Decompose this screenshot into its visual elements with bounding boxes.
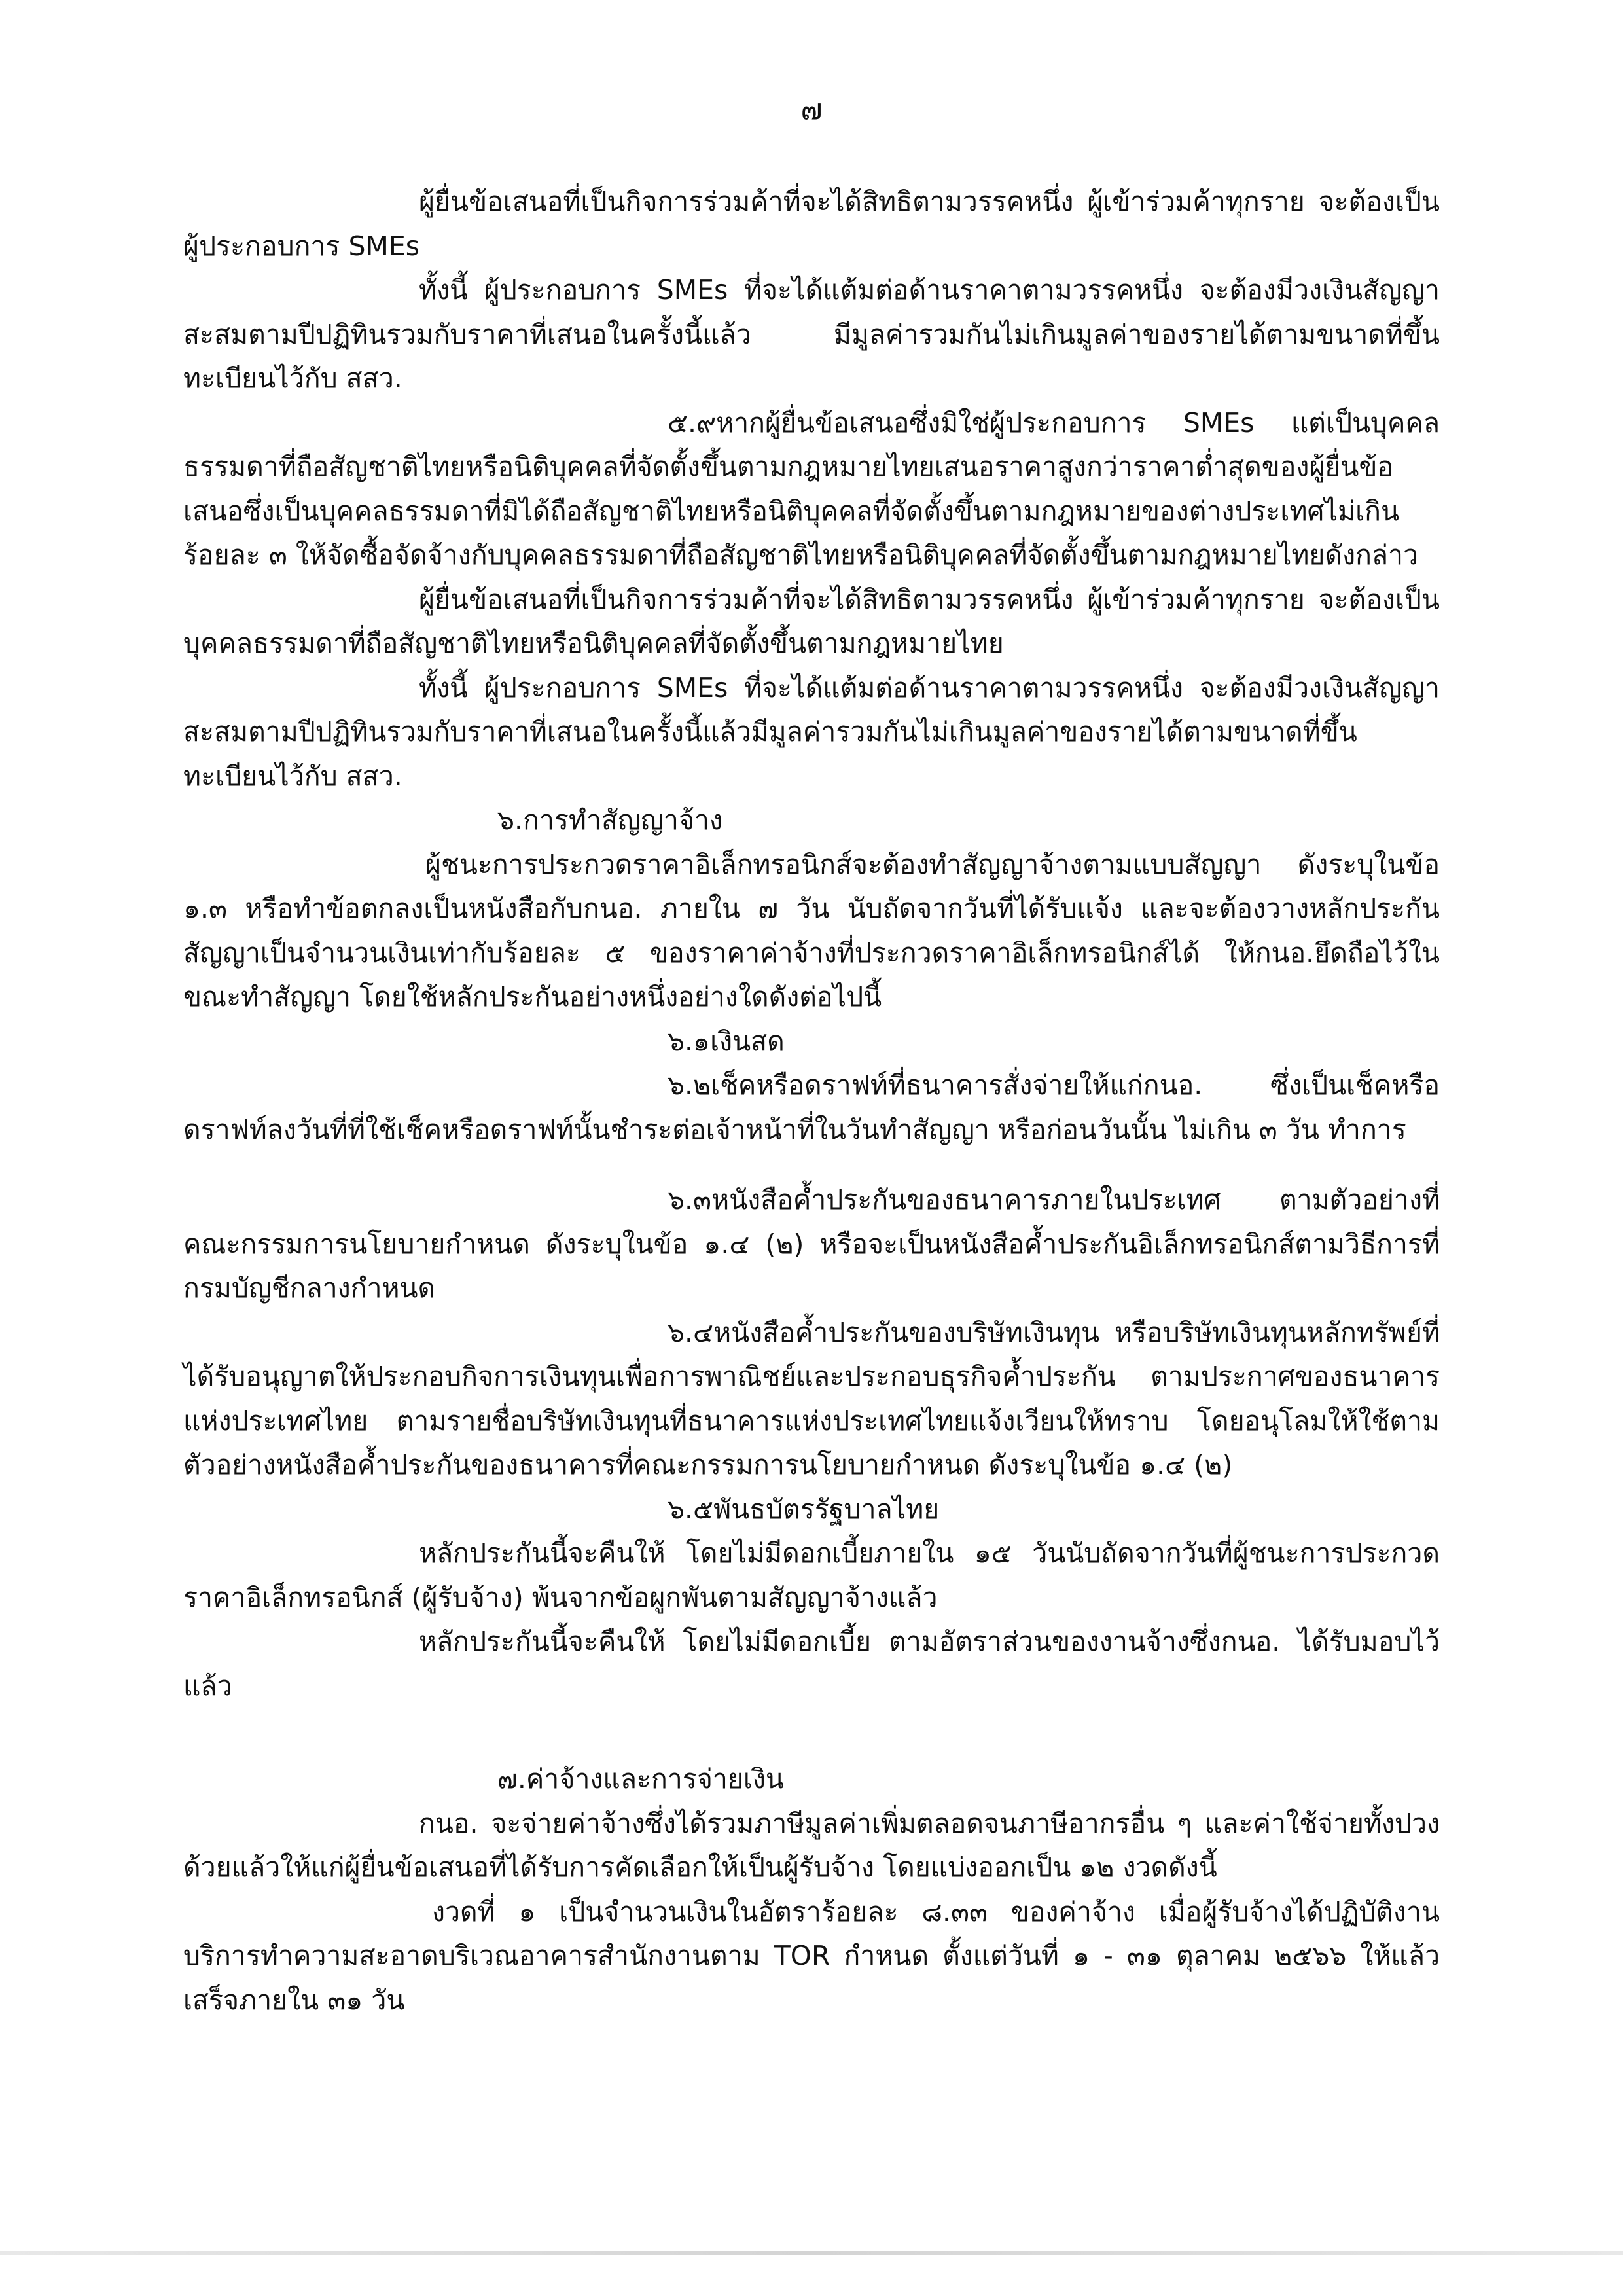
section-title: การทำสัญญาจ้าง [523,804,722,836]
clause-number: ๖.๔ [668,1316,714,1348]
clause-text: หากผู้ยื่นข้อเสนอซึ่งมิใช่ผู้ประกอบการ SMEs แต่เป็นบุคคลธรรมดาที่ถือสัญชาติไทยหรือนิติบุคคลที่จัดตั้งขึ้นตามกฎหมายไทยเสนอราคาสูงกว่าราคาต่ำสุดของผู้ยื่นข้อเสนอซึ่งเป็นบุคคลธรรมดาที่มิได้ถือสัญชาติไทยหรือนิติบุคคลที่จัดตั้งขึ้นตามกฎหมายของต่างประเทศไม่เกินร้อยละ ๓ ให้จัดซื้อจัดจ้างกับบุคคลธรรมดาที่ถือสัญชาติไทยหรือนิติบุคคลที่จัดตั้งขึ้นตามกฎหมายไทยดังกล่าว [183,406,1440,571]
clause-5-9 [183,401,1440,578]
paragraph: ทั้งนี้ ผู้ประกอบการ SMEs ที่จะได้แต้มต่อด้านราคาตามวรรคหนึ่ง จะต้องมีวงเงินสัญญาสะสมตามปีปฏิทินรวมกับราคาที่เสนอในครั้งนี้แล้ว มีมูลค่ารวมกันไม่เกินมูลค่าของรายได้ตามขนาดที่ขึ้นทะเบียนไว้กับ สสว. [183,274,1440,394]
clause-6-1 [183,1020,1440,1064]
spacer [183,1708,1440,1757]
clause-6-2 [183,1064,1440,1152]
clause-text: หนังสือค้ำประกันของบริษัทเงินทุน หรือบริษัทเงินทุนหลักทรัพย์ที่ได้รับอนุญาตให้ประกอบกิจการเงินทุนเพื่อการพาณิชย์และประกอบธุรกิจค้ำประกัน ตามประกาศของธนาคารแห่งประเทศไทย ตามรายชื่อบริษัทเงินทุนที่ธนาคารแห่งประเทศไทยแจ้งเวียนให้ทราบ โดยอนุโลมให้ใช้ตามตัวอย่างหนังสือค้ำประกันของธนาคารที่คณะกรรมการนโยบายกำหนด ดังระบุในข้อ ๑.๔ (๒) [183,1316,1440,1480]
clause-number: ๖.๓ [668,1184,712,1215]
clause-text: พันธบัตรรัฐบาลไทย [713,1493,940,1525]
section-title: ค่าจ้างและการจ่ายเงิน [526,1763,784,1795]
paragraph: งวดที่ ๑ เป็นจำนวนเงินในอัตราร้อยละ ๘.๓๓ ของค่าจ้าง เมื่อผู้รับจ้างได้ปฏิบัติงานบริการทำความสะอาดบริเวณอาคารสำนักงานตาม TOR กำหนด ตั้งแต่วันที่ ๑ - ๓๑ ตุลาคม ๒๕๖๖ ให้แล้วเสร็จภายใน ๓๑ วัน [183,1895,1440,2016]
clause-number: ๕.๙ [668,406,717,439]
clause-number: ๖.๑ [668,1025,711,1057]
paragraph: กนอ. จะจ่ายค่าจ้างซึ่งได้รวมภาษีมูลค่าเพิ่มตลอดจนภาษีอากรอื่น ๆ และค่าใช้จ่ายทั้งปวงด้วยแล้วให้แก่ผู้ยื่นข้อเสนอที่ได้รับการคัดเลือกให้เป็นผู้รับจ้าง โดยแบ่งออกเป็น ๑๒ งวดดังนี้ [183,1807,1440,1883]
clause-number: ๖.๕ [668,1493,714,1525]
clause-6-4 [183,1311,1440,1488]
paragraph: หลักประกันนี้จะคืนให้ โดยไม่มีดอกเบี้ยภายใน ๑๕ วันนับถัดจากวันที่ผู้ชนะการประกวดราคาอิเล็กทรอนิกส์ (ผู้รับจ้าง) พ้นจากข้อผูกพันตามสัญญาจ้างแล้ว [183,1537,1440,1613]
paragraph: ผู้ชนะการประกวดราคาอิเล็กทรอนิกส์จะต้องทำสัญญาจ้างตามแบบสัญญา ดังระบุในข้อ ๑.๓ หรือทำข้อตกลงเป็นหนังสือกับกนอ. ภายใน ๗ วัน นับถัดจากวันที่ได้รับแจ้ง และจะต้องวางหลักประกันสัญญาเป็นจำนวนเงินเท่ากับร้อยละ ๕ ของราคาค่าจ้างที่ประกวดราคาอิเล็กทรอนิกส์ได้ ให้กนอ.ยึดถือไว้ในขณะทำสัญญา โดยใช้หลักประกันอย่างหนึ่งอย่างใดดังต่อไปนี้ [183,848,1440,1013]
clause-text: หนังสือค้ำประกันของธนาคารภายในประเทศ ตามตัวอย่างที่คณะกรรมการนโยบายกำหนด ดังระบุในข้อ ๑.๔ (๒) หรือจะเป็นหนังสือค้ำประกันอิเล็กทรอนิกส์ตามวิธีการที่กรมบัญชีกลางกำหนด [183,1184,1440,1304]
page-number: ๗ [800,93,823,126]
section-number: ๖. [497,804,524,836]
paragraph: ผู้ยื่นข้อเสนอที่เป็นกิจการร่วมค้าที่จะได้สิทธิตามวรรคหนึ่ง ผู้เข้าร่วมค้าทุกราย จะต้องเป็นผู้ประกอบการ SMEs [183,186,1440,262]
clause-number: ๖.๒ [668,1069,711,1101]
section-heading-6 [183,798,1440,843]
clause-6-5 [183,1488,1440,1532]
paragraph: ผู้ยื่นข้อเสนอที่เป็นกิจการร่วมค้าที่จะได้สิทธิตามวรรคหนึ่ง ผู้เข้าร่วมค้าทุกราย จะต้องเป็นบุคคลธรรมดาที่ถือสัญชาติไทยหรือนิติบุคคลที่จัดตั้งขึ้นตามกฎหมายไทย [183,583,1440,659]
document-body [183,180,1440,2022]
section-heading-7 [183,1757,1440,1802]
spacer [183,1152,1440,1178]
paragraph: ทั้งนี้ ผู้ประกอบการ SMEs ที่จะได้แต้มต่อด้านราคาตามวรรคหนึ่ง จะต้องมีวงเงินสัญญาสะสมตามปีปฏิทินรวมกับราคาที่เสนอในครั้งนี้แล้วมีมูลค่ารวมกันไม่เกินมูลค่าของรายได้ตามขนาดที่ขึ้นทะเบียนไว้กับ สสว. [183,672,1440,792]
clause-6-3 [183,1178,1440,1311]
scan-edge-line [0,2251,1623,2255]
clause-text: เช็คหรือดราฟท์ที่ธนาคารสั่งจ่ายให้แก่กนอ. ซึ่งเป็นเช็คหรือดราฟท์ลงวันที่ที่ใช้เช็คหรือดราฟท์นั้นชำระต่อเจ้าหน้าที่ในวันทำสัญญา หรือก่อนวันนั้น ไม่เกิน ๓ วัน ทำการ [183,1069,1440,1145]
clause-text: เงินสด [710,1025,785,1057]
paragraph: หลักประกันนี้จะคืนให้ โดยไม่มีดอกเบี้ย ตามอัตราส่วนของงานจ้างซึ่งกนอ. ได้รับมอบไว้แล้ว [183,1626,1440,1702]
section-number: ๗. [497,1763,526,1795]
